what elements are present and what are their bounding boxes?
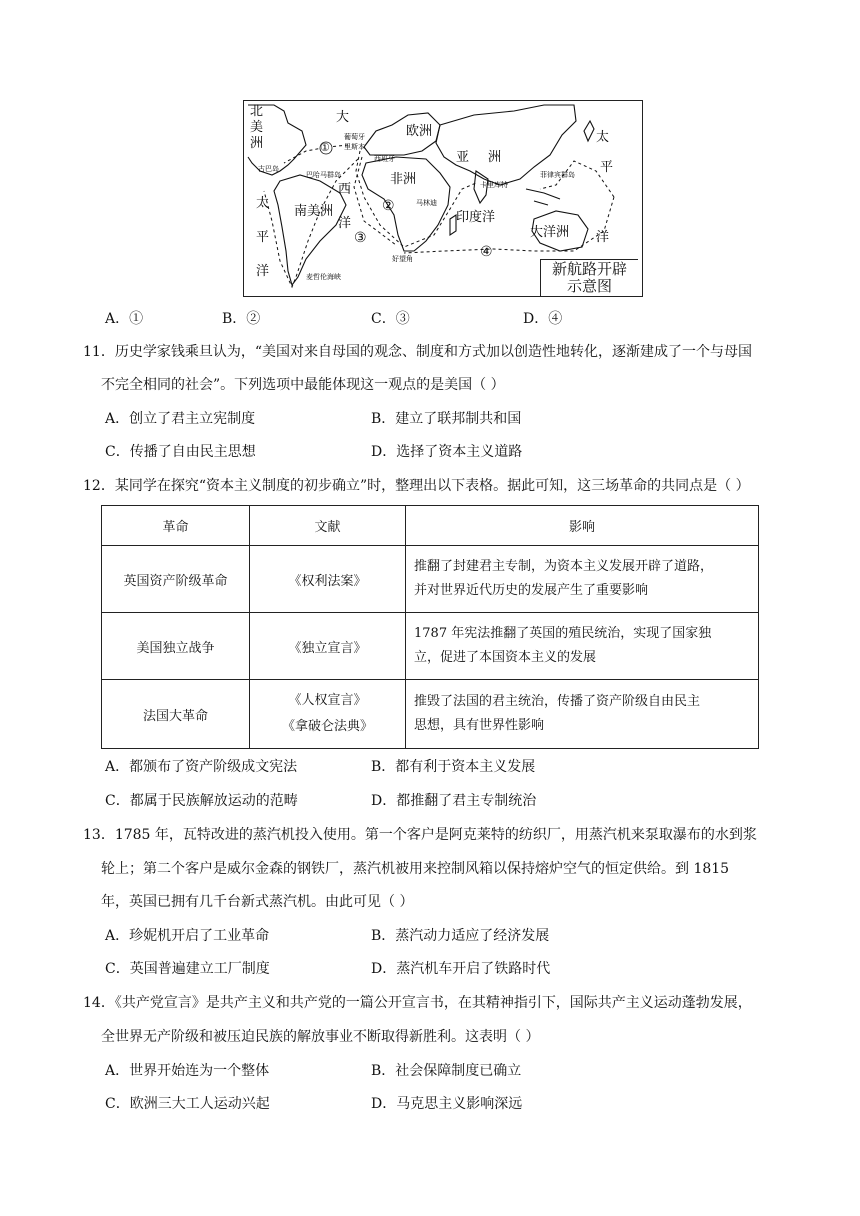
effect-line: 推毁了法国的君主统治，传播了资产阶级自由民主 — [414, 694, 701, 709]
table-cell-revolution: 法国大革命 — [102, 680, 250, 749]
south-america-shape — [274, 175, 346, 285]
table-row — [102, 546, 759, 613]
table-cell-revolution: 英国资产阶级革命 — [102, 546, 250, 613]
label-indian-ocean: 印度洋 — [456, 210, 496, 225]
table-cell-effect — [406, 613, 759, 680]
label-north-america: 美 — [250, 120, 264, 135]
route-2-number: ② — [382, 198, 395, 214]
table-cell-effect — [406, 546, 759, 613]
route-3-number: ③ — [354, 230, 367, 246]
q11-option-d[interactable]: D．选择了资本主义道路 — [371, 444, 523, 460]
table-row — [102, 613, 759, 680]
option-letter: D． — [523, 311, 549, 327]
q14-option-d[interactable]: D．马克思主义影响深远 — [371, 1096, 523, 1112]
label-pacific-east: 洋 — [596, 230, 610, 245]
label-oceania: 大洋洲 — [530, 225, 570, 240]
table-header: 革命 — [102, 506, 250, 546]
q13-stem-line: 轮上；第二个客户是威尔金森的钢铁厂，蒸汽机被用来控制风箱以保持熔炉空气的恒定供给。到 1815 — [101, 861, 730, 877]
label-pacific-east: 太 — [596, 130, 610, 145]
q14-stem-line: 全世界无产阶级和被压迫民族的解放事业不断取得新胜利。这表明（ ） — [101, 1029, 540, 1045]
q12-option-c[interactable]: C．都属于民族解放运动的范畴 — [105, 793, 298, 809]
q12-option-d[interactable]: D．都推翻了君主专制统治 — [371, 793, 537, 809]
option-text: ③ — [395, 311, 410, 327]
label-africa: 非洲 — [390, 172, 417, 187]
q12-option-a[interactable]: A．都颁布了资产阶级成文宪法 — [105, 759, 298, 775]
q11-stem-line: 11．历史学家钱乘旦认为，“美国对来自母国的观念、制度和方式加以创造性地转化，逐渐建成了一个与母国 — [83, 344, 752, 360]
table-header-row — [102, 506, 759, 546]
label-malindi: 马林迪 — [416, 199, 437, 207]
label-south-america: 南美洲 — [294, 204, 334, 219]
route-1-line — [284, 145, 348, 163]
table-header: 影响 — [406, 506, 759, 546]
sea-islands-shape — [526, 189, 560, 205]
table-cell-revolution: 美国独立战争 — [102, 613, 250, 680]
label-pacific-west: 平 — [256, 230, 270, 245]
effect-line: 思想，具有世界性影响 — [414, 718, 545, 733]
map-title — [540, 259, 638, 296]
label-spain: 西班牙 — [374, 155, 395, 163]
label-pacific-west: 太 — [256, 196, 270, 211]
label-north-america: 洲 — [250, 136, 264, 151]
label-north-america: 北 — [250, 104, 264, 119]
q11-option-b[interactable]: B．建立了联邦制共和国 — [371, 411, 522, 427]
table-row — [102, 680, 759, 749]
label-pacific-east: 平 — [600, 160, 614, 175]
effect-line: 立，促进了本国资本主义的发展 — [414, 650, 597, 665]
q13-option-c[interactable]: C．英国普遍建立工厂制度 — [105, 961, 270, 977]
q11-stem-line: 不完全相同的社会”。下列选项中最能体现这一观点的是美国（ ） — [101, 377, 505, 393]
map-title-line: 示意图 — [566, 277, 612, 295]
q12-option-b[interactable]: B．都有利于资本主义发展 — [371, 759, 536, 775]
japan-shape — [584, 121, 594, 141]
q13-stem-line: 年，英国已拥有几千台新式蒸汽机。由此可见（ ） — [101, 894, 414, 910]
label-portugal: 葡萄牙 — [344, 133, 365, 141]
effect-line: 1787 年宪法推翻了英国的殖民统治，实现了国家独 — [414, 626, 712, 641]
table-cell-effect — [406, 680, 759, 749]
route-4-number: ④ — [480, 244, 493, 260]
q14-option-b[interactable]: B．社会保障制度已确立 — [371, 1063, 522, 1079]
q13-option-d[interactable]: D．蒸汽机车开启了铁路时代 — [371, 961, 551, 977]
option-text: ② — [246, 311, 261, 327]
label-atlantic: 西 — [338, 182, 352, 197]
q11-option-a[interactable]: A．创立了君主立宪制度 — [105, 411, 256, 427]
map-title-line: 新航路开辟 — [551, 260, 627, 278]
option-text: ④ — [548, 311, 563, 327]
label-philippines: 菲律宾群岛 — [540, 171, 575, 179]
q10-option-a[interactable] — [105, 309, 143, 329]
label-cuba: 古巴岛 — [258, 165, 279, 173]
q13-option-a[interactable]: A．珍妮机开启了工业革命 — [105, 928, 270, 944]
table-cell-document — [250, 680, 406, 749]
new-route-map — [243, 100, 643, 297]
q14-stem-line: 14．《共产党宣言》是共产主义和共产党的一篇公开宣言书，在其精神指引下，国际共产主义运动蓬勃发展， — [83, 995, 752, 1011]
revolution-table — [101, 505, 759, 749]
label-atlantic: 洋 — [338, 216, 352, 231]
table-cell-document: 《独立宣言》 — [250, 613, 406, 680]
document-line: 《拿破仑法典》 — [281, 719, 373, 734]
q10-option-c[interactable] — [371, 309, 410, 329]
label-calicut: 卡里库特 — [480, 181, 508, 189]
effect-line: 并对世界近代历史的发展产生了重要影响 — [414, 583, 649, 598]
option-letter: A． — [105, 311, 130, 327]
table-header: 文献 — [250, 506, 406, 546]
q10-option-b[interactable] — [222, 309, 260, 329]
label-atlantic: 大 — [336, 110, 350, 125]
route-1-number: ① — [320, 141, 330, 154]
label-asia: 洲 — [488, 150, 502, 165]
q13-option-b[interactable]: B．蒸汽动力适应了经济发展 — [371, 928, 550, 944]
label-magellan-strait: 麦哲伦海峡 — [306, 273, 341, 281]
q10-option-d[interactable] — [523, 309, 562, 329]
table-cell-document: 《权利法案》 — [250, 546, 406, 613]
effect-line: 推翻了封建君主专制，为资本主义发展开辟了道路， — [414, 559, 714, 574]
q13-stem-line: 13．1785 年，瓦特改进的蒸汽机投入使用。第一个客户是阿克莱特的纺织厂，用蒸汽机来泵取瀑布的水到浆 — [83, 827, 757, 843]
option-letter: C． — [371, 311, 396, 327]
label-cape: 好望角 — [392, 255, 413, 263]
label-lisbon: 里斯本 — [344, 143, 365, 151]
label-europe: 欧洲 — [406, 124, 433, 139]
q14-option-a[interactable]: A．世界开始连为一个整体 — [105, 1063, 270, 1079]
document-line: 《人权宣言》 — [288, 693, 367, 708]
q11-option-c[interactable]: C．传播了自由民主思想 — [105, 444, 256, 460]
q12-stem-line: 12．某同学在探究“资本主义制度的初步确立”时，整理出以下表格。据此可知，这三场革命的共同点是（ ） — [83, 478, 750, 494]
option-letter: B． — [222, 311, 247, 327]
q14-option-c[interactable]: C．欧洲三大工人运动兴起 — [105, 1096, 270, 1112]
label-pacific-west: 洋 — [256, 264, 270, 279]
option-text: ① — [129, 311, 144, 327]
label-asia: 亚 — [456, 150, 470, 165]
label-bahamas: 巴哈马群岛 — [306, 171, 341, 179]
